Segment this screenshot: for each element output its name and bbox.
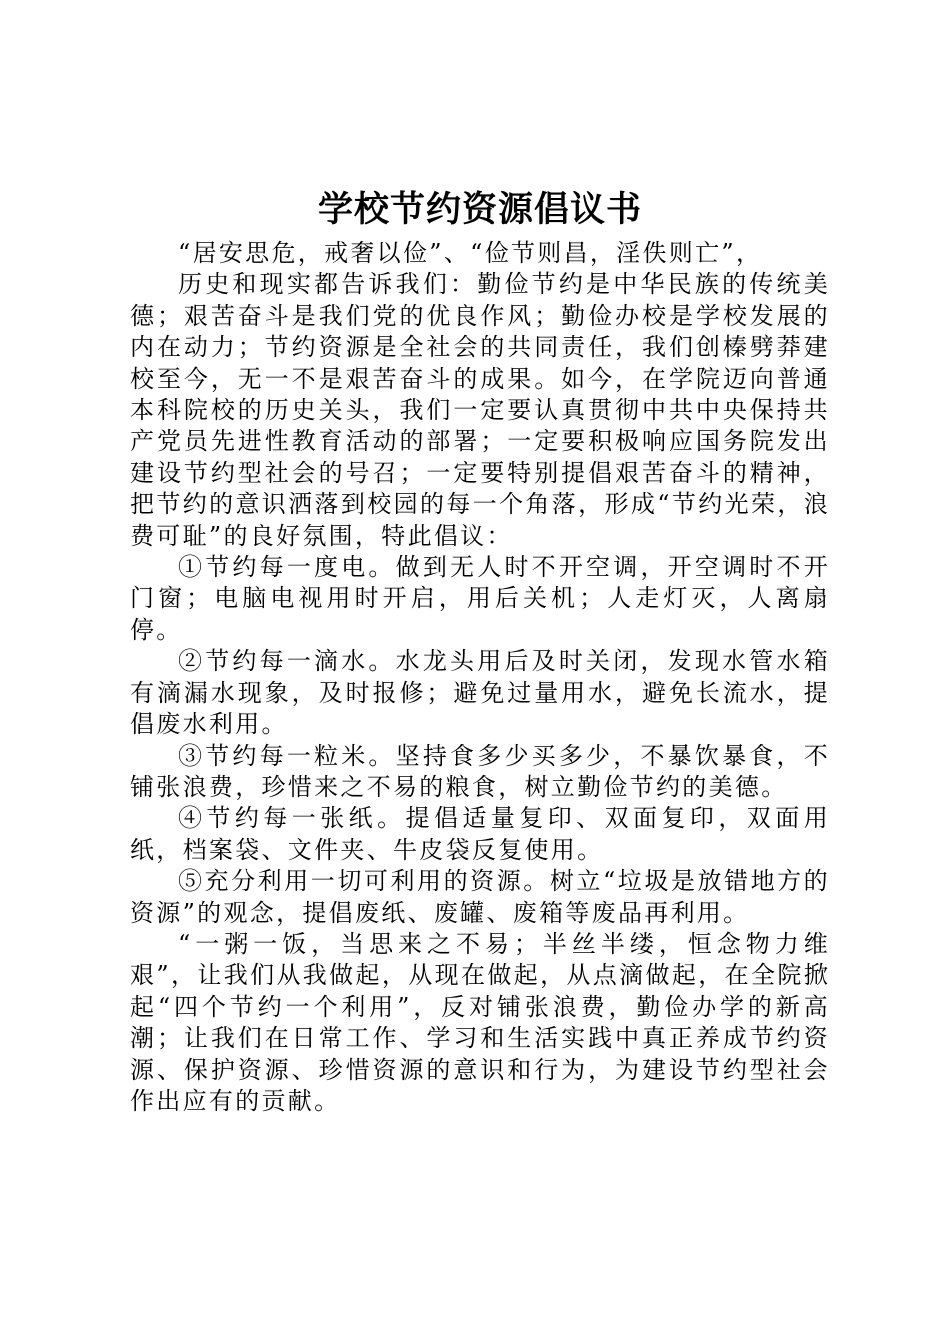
proposal-item-water: ②节约每一滴水。水龙头用后及时关闭，发现水管水箱有滴漏水现象，及时报修；避免过量用水，避免长流水，提倡废水利用。 <box>130 647 830 739</box>
document-page <box>130 182 830 1117</box>
closing-paragraph: “一粥一饭，当思来之不易；半丝半缕，恒念物力维艰”，让我们从我做起，从现在做起，从点滴做起，在全院掀起“四个节约一个利用”，反对铺张浪费，勤俭办学的新高潮；让我们在日常工作、学习和生活实践中真正养成节约资源、保护资源、珍惜资源的意识和行为，为建设节约型社会作出应有的贡献。 <box>130 929 830 1115</box>
proposal-item-electricity: ①节约每一度电。做到无人时不开空调，开空调时不开门窗；电脑电视用时开启，用后关机；人走灯灭，人离扇停。 <box>130 553 830 644</box>
opening-quote: “居安思危，戒奢以俭”、“俭节则昌，淫佚则亡”， <box>178 239 763 267</box>
proposal-item-paper: ④节约每一张纸。提倡适量复印、双面复印，双面用纸，档案袋、文件夹、牛皮袋反复使用。 <box>130 804 830 864</box>
document-title: 学校节约资源倡议书 <box>317 190 642 230</box>
intro-paragraph: 历史和现实都告诉我们：勤俭节约是中华民族的传统美德；艰苦奋斗是我们党的优良作风；勤俭办校是学校发展的内在动力；节约资源是全社会的共同责任，我们创榛劈莽建校至今，无一不是艰苦奋斗的成果。如今，在学院迈向普通本科院校的历史关头，我们一定要认真贯彻中共中央保持共产党员先进性教育活动的部署；一定要积极响应国务院发出建设节约型社会的号召；一定要特别提倡艰苦奋斗的精神，把节约的意识洒落到校园的每一个角落，形成“节约光荣，浪费可耻”的良好氛围，特此倡议： <box>130 270 830 550</box>
proposal-item-rice: ③节约每一粒米。坚持食多少买多少，不暴饮暴食，不铺张浪费，珍惜来之不易的粮食，树立勤俭节约的美德。 <box>130 741 830 801</box>
proposal-item-resources: ⑤充分利用一切可利用的资源。树立“垃圾是放错地方的资源”的观念，提倡废纸、废罐、废箱等废品再利用。 <box>130 867 830 927</box>
